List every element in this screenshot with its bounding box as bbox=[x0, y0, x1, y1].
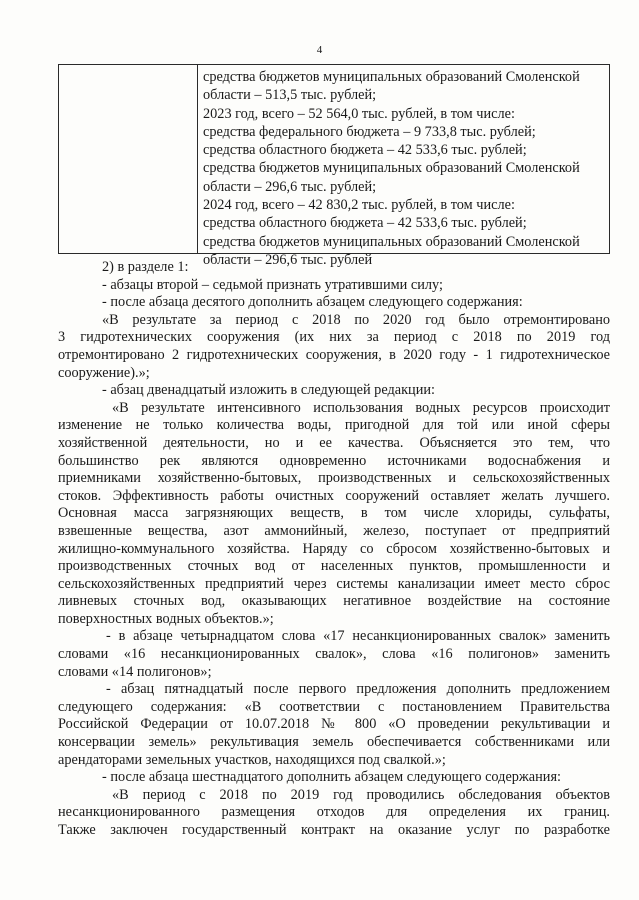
table-line: средства областного бюджета – 42 533,6 тыс. рублей; bbox=[203, 142, 527, 159]
text-line: «В результате интенсивного использования водных ресурсов происходит bbox=[112, 399, 610, 416]
page-number: 4 bbox=[316, 44, 323, 56]
table-line: средства бюджетов муниципальных образований Смоленской bbox=[203, 233, 580, 250]
text-line: хозяйственной деятельности, но и ее качества. Объясняется это тем, что bbox=[58, 434, 610, 451]
text-line: производственных сточных вод от населенных пунктов, промышленности и bbox=[58, 558, 610, 575]
table-line: средства бюджетов муниципальных образований Смоленской bbox=[203, 160, 580, 177]
text-line: несанкционированного размещения отходов для определения их границ. bbox=[58, 804, 610, 821]
text-line: сооружение).»; bbox=[58, 364, 150, 381]
text-line: изменение не только количества воды, пригодной для той или иной сферы bbox=[58, 417, 610, 434]
text-line: 2) в разделе 1: bbox=[102, 259, 189, 275]
table-line: средства областного бюджета – 42 533,6 тыс. рублей; bbox=[203, 215, 527, 232]
text-line: большинство рек являются одновременно источниками водоснабжения и bbox=[58, 452, 610, 469]
text-line: - после абзаца шестнадцатого дополнить абзацем следующего содержания: bbox=[102, 769, 562, 786]
table-line: области – 296,6 тыс. рублей bbox=[203, 251, 373, 268]
text-line: словами «16 несанкционированных свалок», слова «16 полигонов» заменить bbox=[58, 646, 610, 663]
text-line: поверхностных водных объектов.»; bbox=[58, 610, 274, 627]
text-line: - после абзаца десятого дополнить абзацем следующего содержания: bbox=[102, 294, 523, 311]
text-line: «В результате за период с 2018 по 2020 год было отремонтировано bbox=[102, 311, 610, 328]
text-line: Основная масса загрязняющих веществ, в том числе хлориды, сульфаты, bbox=[58, 505, 610, 522]
text-line: «В период с 2018 по 2019 год проводились обследования объектов bbox=[112, 786, 610, 803]
body-text bbox=[58, 259, 610, 840]
text-line: следующего содержания: «В соответствии с постановлением Правительства bbox=[58, 698, 610, 715]
text-line: - абзацы второй – седьмой признать утратившими силу; bbox=[102, 276, 443, 293]
text-line: взвешенные вещества, азот аммонийный, железо, поступает от предприятий bbox=[58, 522, 610, 539]
table-line: области – 513,5 тыс. рублей; bbox=[203, 87, 377, 104]
text-line: - в абзаце четырнадцатом слова «17 несанкционированных свалок» заменить bbox=[106, 628, 610, 645]
text-line: сельскохозяйственных предприятий через системы канализации имеет место сброс bbox=[58, 575, 610, 592]
text-line: словами «14 полигонов»; bbox=[58, 663, 212, 680]
table-line: области – 296,6 тыс. рублей; bbox=[203, 178, 377, 195]
table-line: средства федерального бюджета – 9 733,8 тыс. рублей; bbox=[203, 123, 536, 140]
text-line: арендаторами земельных участков, находящихся под свалкой.»; bbox=[58, 751, 446, 768]
table-right-cell bbox=[203, 68, 605, 269]
text-line: отремонтировано 2 гидротехнических сооружения, в 2020 году - 1 гидротехническое bbox=[58, 346, 610, 363]
text-line: стоков. Эффективность работы очистных сооружений оставляет желать лучшего. bbox=[58, 487, 610, 504]
text-line: - абзац пятнадцатый после первого предложения дополнить предложением bbox=[106, 681, 610, 698]
text-line: - абзац двенадцатый изложить в следующей редакции: bbox=[102, 382, 435, 399]
text-line: ливневых сточных вод, оказывающих негативное воздействие на состояние bbox=[58, 593, 610, 610]
text-line: 3 гидротехнических сооружения (их них за период с 2018 по 2019 год bbox=[58, 329, 610, 346]
table-line: средства бюджетов муниципальных образований Смоленской bbox=[203, 69, 580, 85]
text-line: консервации земель» рекультивация земель обеспечивается собственниками или bbox=[58, 734, 610, 751]
table-line: 2024 год, всего – 42 830,2 тыс. рублей, в том числе: bbox=[203, 197, 515, 214]
table-line: 2023 год, всего – 52 564,0 тыс. рублей, в том числе: bbox=[203, 105, 515, 122]
text-line: Также заключен государственный контракт на оказание услуг по разработке bbox=[58, 822, 610, 838]
text-line: приемниками хозяйственно-бытовых, производственных и сельскохозяйственных bbox=[58, 470, 610, 487]
table-left-cell bbox=[59, 65, 198, 253]
text-line: Российской Федерации от 10.07.2018 № 800 «О проведении рекультивации и bbox=[58, 716, 610, 733]
text-line: жилищно-коммунального хозяйства. Наряду со сбросом хозяйственно-бытовых и bbox=[58, 540, 610, 557]
